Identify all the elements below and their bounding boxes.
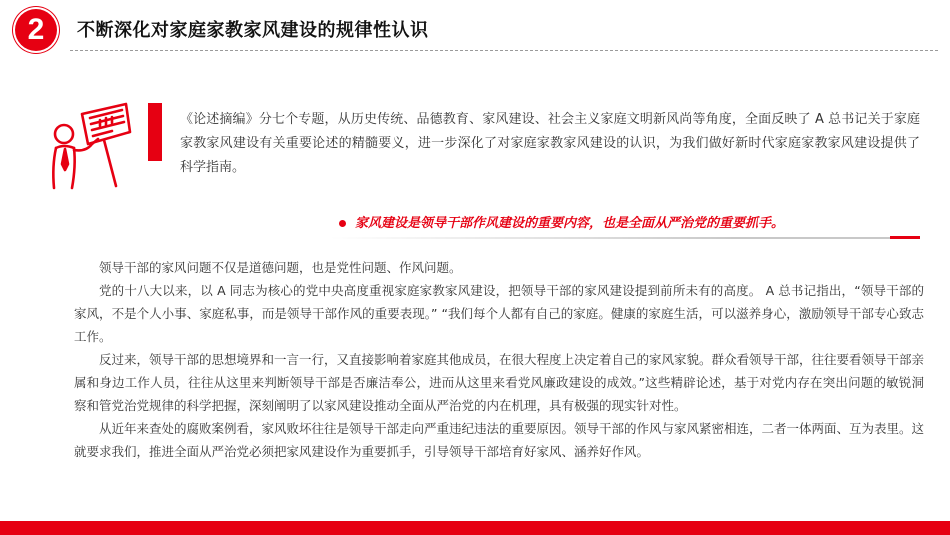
body-paragraph: 从近年来查处的腐败案例看，家风败坏往往是领导干部走向严重违纪违法的重要原因。领导干部的作风与家风紧密相连，二者一体两面、互为表里。这就要求我们，推进全面从严治党必须把家风建设作为重要抓手，引导领导干部培育好家风、涵养好作风。 <box>74 421 925 459</box>
intro-accent-bar <box>148 103 162 161</box>
key-point <box>330 211 930 245</box>
key-point-text: 家风建设是领导干部作风建设的重要内容，也是全面从严治党的重要抓手。 <box>355 216 785 231</box>
footer-bar <box>0 521 950 535</box>
page-title: 不断深化对家庭家教家风建设的规律性认识 <box>77 20 429 41</box>
header-divider <box>70 50 938 51</box>
intro-paragraph: 《论述摘编》分七个专题，从历史传统、品德教育、家风建设、社会主义家庭文明新风尚等角度，全面反映了 A 总书记关于家庭家教家风建设有关重要论述的精髓要义，进一步深化了对家庭家教家风建设的认识，为我们做好新时代家庭家教家风建设提供了科学指南。 <box>180 112 920 175</box>
body-paragraph: 领导干部的家风问题不仅是道德问题，也是党性问题、作风问题。 <box>99 260 462 275</box>
body-paragraph: 党的十八大以来，以 A 同志为核心的党中央高度重视家庭家教家风建设，把领导干部的家风建设提到前所未有的高度。 A 总书记指出，“领导干部的家风，不是个人小事、家庭私事，而是领导干部作风的重要表现。” “我们每个人都有自己的家庭。健康的家庭生活，可以滋养身心，激励领导干部专心致志工作。 <box>74 283 924 344</box>
body-text <box>74 256 924 463</box>
presenter-with-board-icon <box>42 96 142 196</box>
body-paragraph: 反过来，领导干部的思想境界和一言一行，又直接影响着家庭其他成员，在很大程度上决定着自己的家风家貌。群众看领导干部，往往要看领导干部亲属和身边工作人员，往往从这里来判断领导干部是否廉洁奉公，进而从这里来看党风廉政建设的成效。”这些精辟论述，基于对党内存在突出问题的敏锐洞察和管党治党规律的科学把握，深刻阐明了以家风建设推动全面从严治党的内在机理，具有极强的现实针对性。 <box>74 352 925 413</box>
key-point-underline <box>330 237 910 239</box>
bullet-dot-icon <box>339 220 346 227</box>
key-point-accent <box>890 236 920 239</box>
section-number-badge: 2 <box>15 9 57 51</box>
